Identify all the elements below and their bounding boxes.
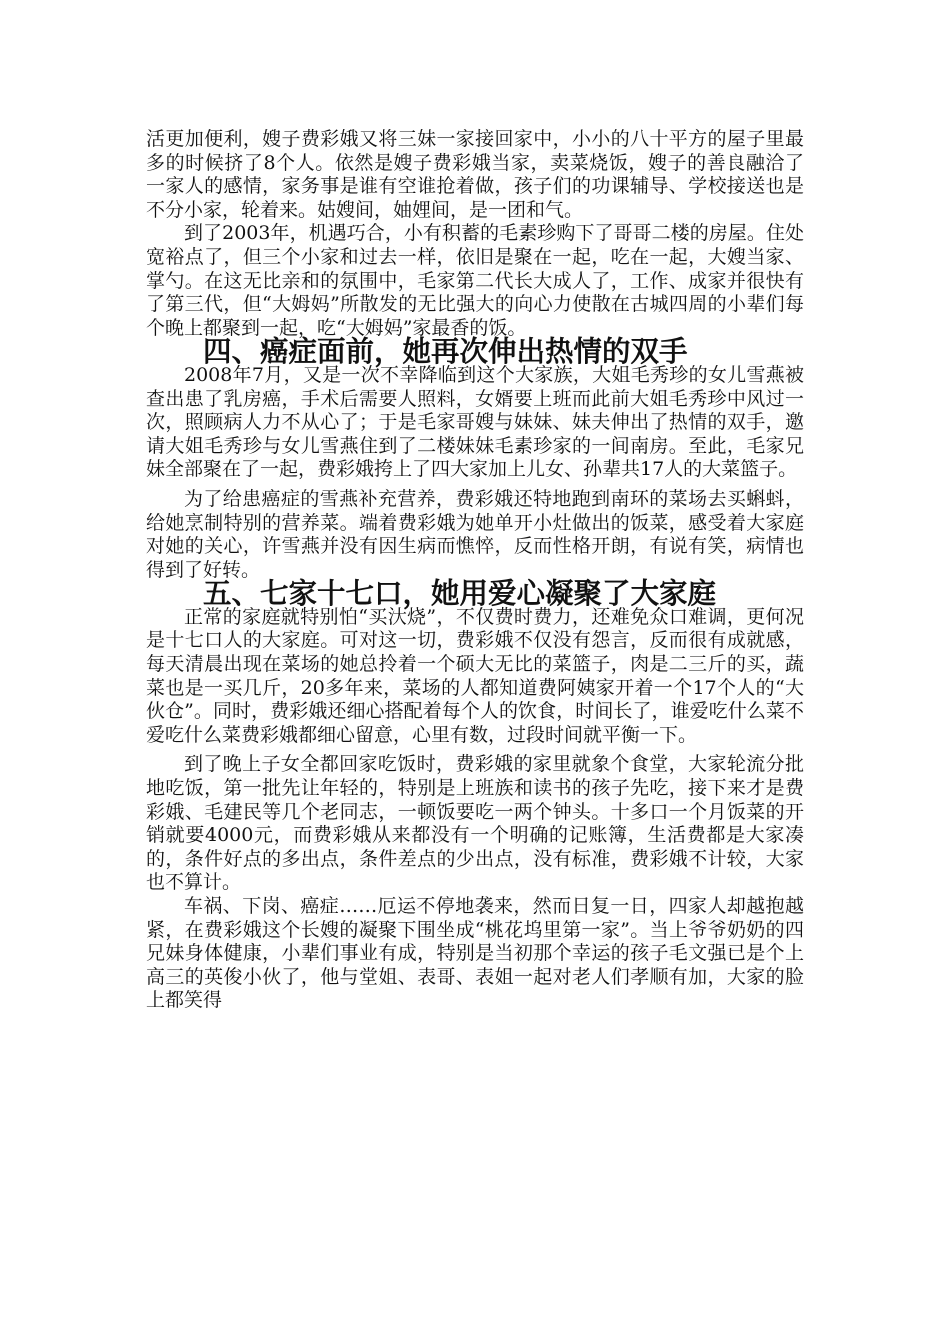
paragraph-shopping: 正常的家庭就特别怕“买汏烧”，不仅费时费力，还难免众口难调，更何况是十七口人的大家庭。可对这一切，费彩娥不仅没有怨言，反而很有成就感，每天清晨出现在菜场的她总拎着一个硕大无比的菜篮子，肉是二三斤的买，蔬菜也是一买几斤，20多年来，菜场的人都知道费阿姨家开着一个17个人的“大伙仓”。同时，费彩娥还细心搭配着每个人的饮食，时间长了，谁爱吃什么菜不爱吃什么菜费彩娥都细心留意，心里有数，过段时间就平衡一下。	[146, 605, 804, 746]
paragraph-nutrition: 为了给患癌症的雪燕补充营养，费彩娥还特地跑到南环的菜场去买蝌蚪，给她烹制特别的营养菜。端着费彩娥为她单开小灶做出的饭菜，感受着大家庭对她的关心，许雪燕并没有因生病而憔悴，反而性格开朗，有说有笑，病情也得到了好转。	[146, 487, 804, 581]
paragraph-2008: 2008年7月，又是一次不幸降临到这个大家族，大姐毛秀珍的女儿雪燕被查出患了乳房癌，手术后需要人照料，女婿要上班而此前大姐毛秀珍中风过一次，照顾病人力不从心了；于是毛家哥嫂与妹妹、妹夫伸出了热情的双手，邀请大姐毛秀珍与女儿雪燕住到了二楼妹妹毛素珍家的一间南房。至此，毛家兄妹全部聚在了一起，费彩娥挎上了四大家加上儿女、孙辈共17人的大菜篮子。	[146, 363, 804, 481]
section-heading-four: 四、癌症面前，她再次伸出热情的双手	[203, 335, 688, 369]
paragraph-dinner: 到了晚上子女全都回家吃饭时，费彩娥的家里就象个食堂，大家轮流分批地吃饭，第一批先让年轻的，特别是上班族和读书的孩子先吃，接下来才是费彩娥、毛建民等几个老同志，一顿饭要吃一两个钟头。十多口一个月饭菜的开销就要4000元，而费彩娥从来都没有一个明确的记账簿，生活费都是大家凑的，条件好点的多出点，条件差点的少出点，没有标准，费彩娥不计较，大家也不算计。	[146, 753, 804, 894]
paragraph-continued: 活更加便利，嫂子费彩娥又将三妹一家接回家中，小小的八十平方的屋子里最多的时候挤了8个人。依然是嫂子费彩娥当家，卖菜烧饭，嫂子的善良融洽了一家人的感情，家务事是谁有空谁抢着做，孩子们的功课辅导、学校接送也是不分小家，轮着来。姑嫂间，妯娌间，是一团和气。	[146, 128, 804, 221]
paragraph-family: 车祸、下岗、癌症……厄运不停地袭来，然而日复一日，四家人却越抱越紧，在费彩娥这个长嫂的凝聚下围坐成“桃花坞里第一家”。当上爷爷奶奶的四兄妹身体健康，小辈们事业有成，特别是当初那个幸运的孩子毛文强已是个上高三的英俊小伙了，他与堂姐、表哥、表姐一起对老人们孝顺有加，大家的脸上都笑得	[146, 895, 804, 1012]
section-heading-five: 五、七家十七口，她用爱心凝聚了大家庭	[203, 577, 717, 611]
paragraph-2003: 到了2003年，机遇巧合，小有积蓄的毛素珍购下了哥哥二楼的房屋。住处宽裕点了，但三个小家和过去一样，依旧是聚在一起，吃在一起，大嫂当家、掌勺。在这无比亲和的氛围中，毛家第二代长大成人了，工作、成家并很快有了第三代，但“大姆妈”所散发的无比强大的向心力使散在古城四周的小辈们每个晚上都聚到一起，吃“大姆妈”家最香的饭。	[146, 222, 804, 339]
document-page	[146, 128, 804, 1013]
